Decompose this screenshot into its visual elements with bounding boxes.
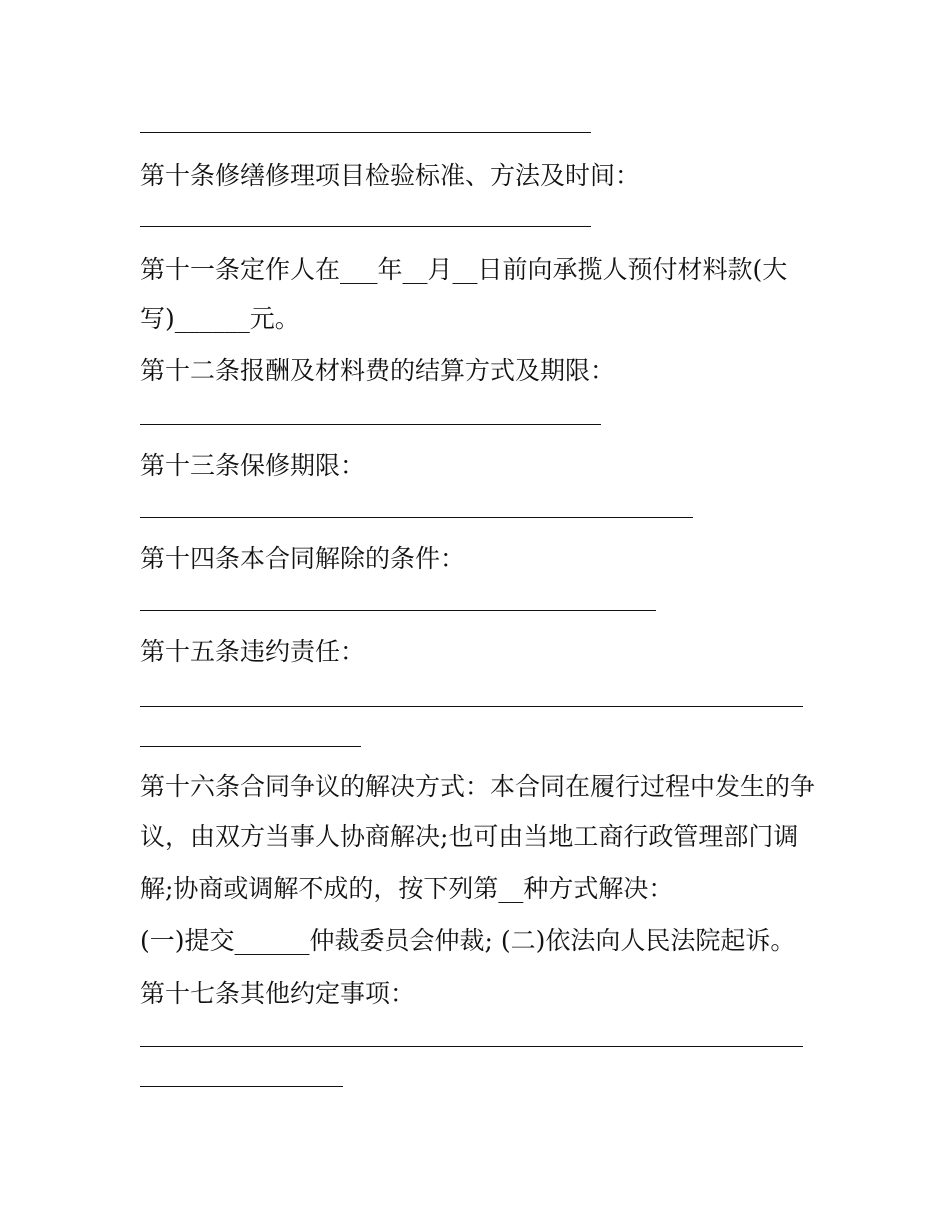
article-10-text: 第十条修缮修理项目检验标准、方法及时间： — [140, 161, 641, 190]
article-11-text-line-2: 写)______元。 — [140, 304, 300, 333]
article-16-text-line-3: 解;协商或调解不成的，按下列第__种方式解决： — [140, 874, 674, 903]
article-16-text-line-1: 第十六条合同争议的解决方式：本合同在履行过程中发生的争 — [140, 772, 816, 801]
fill-in-blank-line — [140, 424, 601, 425]
article-12-text: 第十二条报酬及材料费的结算方式及期限： — [140, 356, 616, 385]
fill-in-blank-line — [140, 706, 803, 707]
fill-in-blank-line — [140, 517, 693, 518]
article-16-text-line-4: (一)提交______仲裁委员会仲裁; (二)依法向人民法院起诉。 — [140, 926, 796, 955]
fill-in-blank-line — [140, 226, 591, 227]
fill-in-blank-line — [140, 132, 591, 133]
article-15-text: 第十五条违约责任： — [140, 637, 366, 666]
fill-in-blank-line — [140, 610, 656, 611]
article-13-text: 第十三条保修期限： — [140, 451, 366, 480]
article-11-text-line-1: 第十一条定作人在___年__月__日前向承揽人预付材料款(大 — [140, 255, 788, 284]
fill-in-blank-line — [140, 1086, 343, 1087]
article-14-text: 第十四条本合同解除的条件： — [140, 544, 466, 573]
fill-in-blank-line — [140, 746, 361, 747]
article-16-text-line-2: 议，由双方当事人协商解决;也可由当地工商行政管理部门调 — [140, 822, 799, 851]
article-17-text: 第十七条其他约定事项： — [140, 979, 416, 1008]
fill-in-blank-line — [140, 1046, 803, 1047]
